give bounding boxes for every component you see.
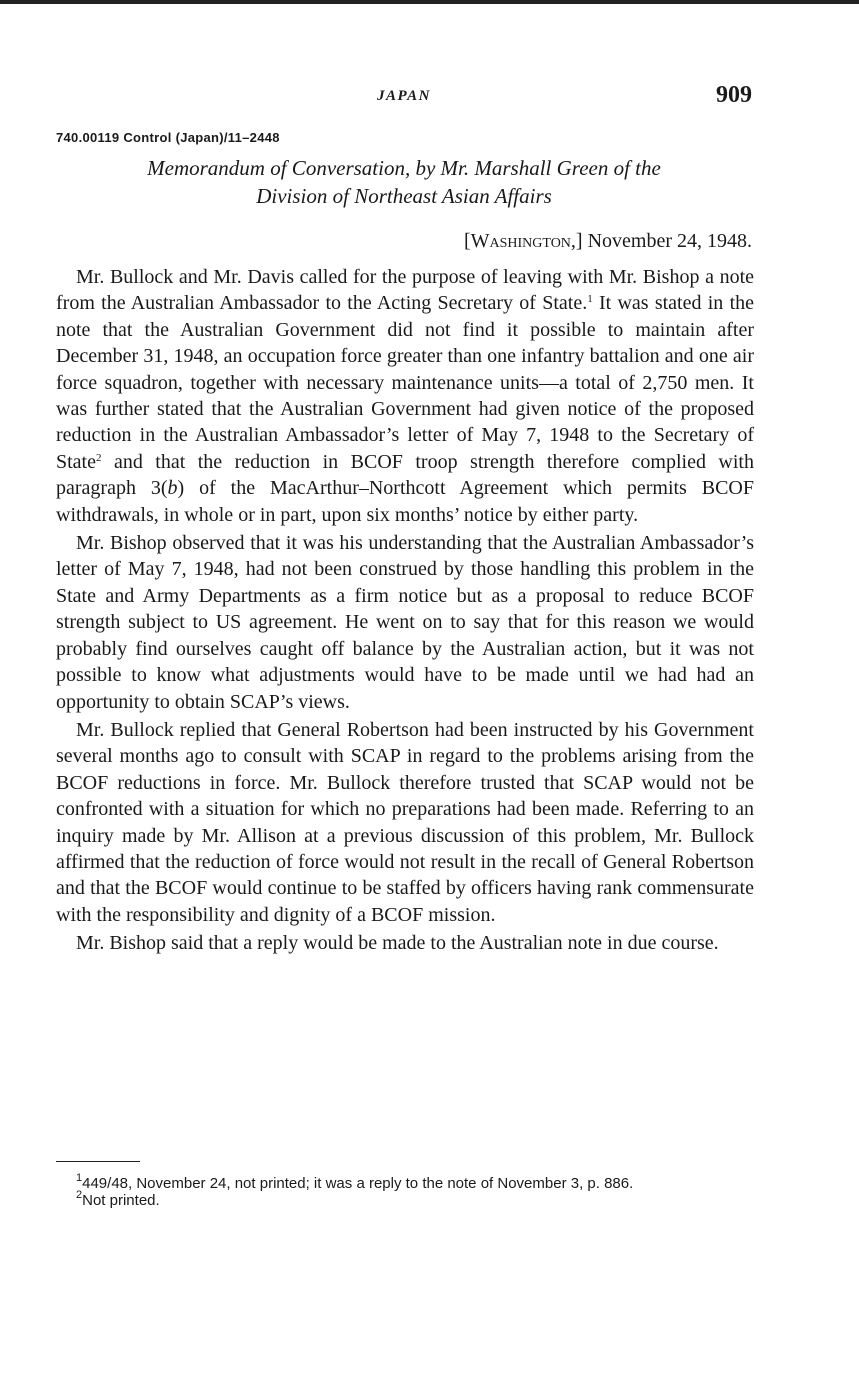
paragraph-1 <box>56 264 754 528</box>
memorandum-body <box>56 264 754 959</box>
paragraph-1-part-c: and that the reduction in BCOF troop strength therefore complied with paragraph 3( <box>56 450 754 500</box>
paragraph-4: Mr. Bishop said that a reply would be made to the Australian note in due course. <box>76 932 719 955</box>
footnote-2-mark: 2 <box>76 1189 83 1201</box>
paragraph-1-italic-b: b <box>167 477 178 500</box>
dateline-place: [Washington,] <box>463 230 583 252</box>
document-title <box>56 154 752 210</box>
dateline <box>464 230 752 253</box>
footnote-1-mark: 1 <box>76 1172 83 1184</box>
paragraph-1-part-a: Mr. Bullock and Mr. Davis called for the purpose of leaving with Mr. Bishop a note from the Australian Ambassador to the Acting Secretary of State. <box>56 266 754 315</box>
running-title: JAPAN <box>377 88 431 104</box>
footnote-2-text: Not printed. <box>82 1192 160 1209</box>
footnote-ref-1[interactable]: 1 <box>587 293 593 306</box>
footnote-divider <box>56 1161 140 1162</box>
paragraph-1-part-b: It was stated in the note that the Australian Government did not find it possible to maintain after December 31, 1948, an occupation force greater than one infantry battalion and one air force squadron, together with necessary maintenance units—a total of 2,750 men. It was further stated that the Australian Government had given notice of the proposed reduction in the Australian Ambassador’s letter of May 7, 1948 to the Secretary of State <box>56 292 755 473</box>
footnote-1 <box>56 1172 756 1192</box>
paragraph-3: Mr. Bullock replied that General Robertson had been instructed by his Government several months ago to consult with SCAP in regard to the problems arising from the BCOF reductions in force. Mr. Bullock therefore trusted that SCAP would not be confronted with a situation for which no preparations had been made. Referring to an inquiry made by Mr. Allison at a previous discussion of this problem, Mr. Bullock affirmed that the reduction of force would not result in the recall of General Robertson and that the BCOF would continue to be staffed by officers having rank commensurate with the responsibility and dignity of a BCOF mission. <box>56 718 754 926</box>
document-title-line-1: Memorandum of Conversation, by Mr. Marshall Green of the <box>147 156 661 180</box>
document-title-line-2: Division of Northeast Asian Affairs <box>256 184 552 208</box>
footnote-ref-2[interactable]: 2 <box>96 451 102 464</box>
file-number: 740.00119 Control (Japan)/11–2448 <box>56 130 280 145</box>
top-border-rule <box>0 0 859 4</box>
footnotes <box>56 1172 756 1209</box>
dateline-date: November 24, 1948. <box>587 230 752 252</box>
paragraph-1-part-d: ) of the MacArthur–Northcott Agreement which permits BCOF withdrawals, in whole or in part, upon six months’ notice by either party. <box>56 477 754 526</box>
page-number: 909 <box>716 82 752 108</box>
footnote-1-text: 449/48, November 24, not printed; it was a reply to the note of November 3, p. 886. <box>82 1175 634 1192</box>
footnote-2 <box>56 1189 756 1209</box>
running-head <box>56 82 752 112</box>
paragraph-2: Mr. Bishop observed that it was his understanding that the Australian Ambassador’s letter of May 7, 1948, had not been construed by those handling this problem in the State and Army Departments as a firm notice but as a proposal to reduce BCOF strength subject to US agreement. He went on to say that for this reason we would probably find ourselves caught off balance by the Australian action, but it was not possible to know what adjustments would have to be made until we had had an opportunity to obtain SCAP’s views. <box>56 532 754 713</box>
